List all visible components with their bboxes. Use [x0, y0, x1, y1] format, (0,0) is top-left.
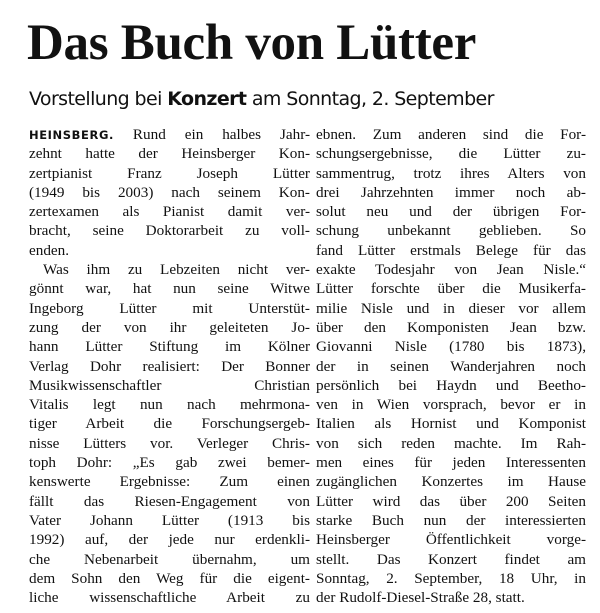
- column-line: ven in Wien vorsprach, bevor er in: [316, 396, 586, 414]
- column-line: enden.: [29, 241, 70, 259]
- column-line: toph Dohr: „Es gab zwei bemer-: [29, 454, 310, 472]
- column-line: Italien als Hornist und Komponist: [316, 415, 586, 433]
- column-line: fand Lütter erstmals Belege für das: [316, 241, 586, 259]
- column-line: Vater Johann Lütter (1913 bis: [29, 511, 310, 529]
- column-line: Verlag Dohr realisiert: Der Bonner: [29, 357, 310, 375]
- column-line: kenswerte Ergebnisse: Zum einen: [29, 473, 310, 491]
- subheadline-bold: Konzert: [167, 88, 247, 110]
- column-line: drei Jahrzehnten immer noch ab-: [316, 183, 586, 201]
- column-line: Lütter forschte über die Musikerfa-: [316, 280, 586, 298]
- column-line: persönlich bei Haydn und Beetho-: [316, 376, 586, 394]
- subheadline-prefix: Vorstellung bei: [29, 88, 162, 110]
- column-line: hann Lütter Stiftung im Kölner: [29, 338, 310, 356]
- column-line: tiger Arbeit die Forschungsergeb-: [29, 415, 310, 433]
- article-column-2: [316, 125, 586, 607]
- column-line: Sonntag, 2. September, 18 Uhr, in: [316, 569, 586, 587]
- subheadline: [29, 85, 494, 113]
- column-line: bracht, seine Doktorarbeit zu voll-: [29, 222, 310, 240]
- column-line: Musikwissenschaftler Christian: [29, 376, 310, 394]
- column-line: (1949 bis 2003) nach seinem Kon-: [29, 183, 310, 201]
- column-line: liche wissenschaftliche Arbeit zu: [29, 589, 310, 607]
- column-line: Giovanni Nisle (1780 bis 1873),: [316, 338, 586, 356]
- column-line: starke Buch nun der interessierten: [316, 511, 586, 529]
- column-line: fällt das Riesen-Engagement von: [29, 492, 310, 510]
- column-line: zugänglichen Konzertes im Hause: [316, 473, 586, 491]
- column-line: Lütter wird das über 200 Seiten: [316, 492, 586, 510]
- column-line: exakte Todesjahr von Jean Nisle.“: [316, 261, 586, 279]
- column-line: solut neu und der übrigen For-: [316, 203, 586, 221]
- column-line: nisse Lütters vor. Verleger Chris-: [29, 434, 310, 452]
- column-line: gönnt war, hat nun seine Witwe: [29, 280, 310, 298]
- column-line: Was ihm zu Lebzeiten nicht ver-: [43, 261, 310, 279]
- headline: Das Buch von Lütter: [27, 15, 477, 71]
- column-line: 1992) auf, der jede nur erdenkli-: [29, 531, 310, 549]
- column-line: sammentrug, trotz ihres Alters von: [316, 164, 586, 182]
- column-line: Ingeborg Lütter mit Unterstüt-: [29, 299, 310, 317]
- column-line: men eines für jeden Interessenten: [316, 454, 586, 472]
- column-line: über den Komponisten Jean bzw.: [316, 318, 586, 336]
- column-line: milie Nisle und in dieser vor allem: [316, 299, 586, 317]
- column-line: Heinsberger Öffentlichkeit vorge-: [316, 531, 586, 549]
- column-line: ebnen. Zum anderen sind die For-: [316, 126, 586, 143]
- column-line: zertexamen als Pianist damit ver-: [29, 203, 310, 221]
- column-line: schungsergebnisse, die Lütter zu-: [316, 145, 586, 163]
- article-column-1: [29, 125, 310, 607]
- subheadline-suffix: am Sonntag, 2. September: [251, 88, 494, 110]
- column-line: zertpianist Franz Joseph Lütter: [29, 164, 310, 182]
- column-line: che Nebenarbeit übernahm, um: [29, 550, 310, 568]
- column-line: HEINSBERG. Rund ein halbes Jahr-: [29, 126, 310, 143]
- column-line: dem Sohn den Weg für die eigent-: [29, 569, 310, 587]
- column-line: von sich reden machte. Im Rah-: [316, 434, 586, 452]
- column-line: der in seinen Wanderjahren noch: [316, 357, 586, 375]
- column-line: der Rudolf-Diesel-Straße 28, statt.: [316, 589, 525, 607]
- column-line: zung der von ihr geleiteten Jo-: [29, 318, 310, 336]
- column-line: stellt. Das Konzert findet am: [316, 550, 586, 568]
- column-line: Vitalis legt nun nach mehrmona-: [29, 396, 310, 414]
- dateline: HEINSBERG.: [29, 128, 114, 142]
- column-line: schung unbekannt geblieben. So: [316, 222, 586, 240]
- column-line: zehnt hatte der Heinsberger Kon-: [29, 145, 310, 163]
